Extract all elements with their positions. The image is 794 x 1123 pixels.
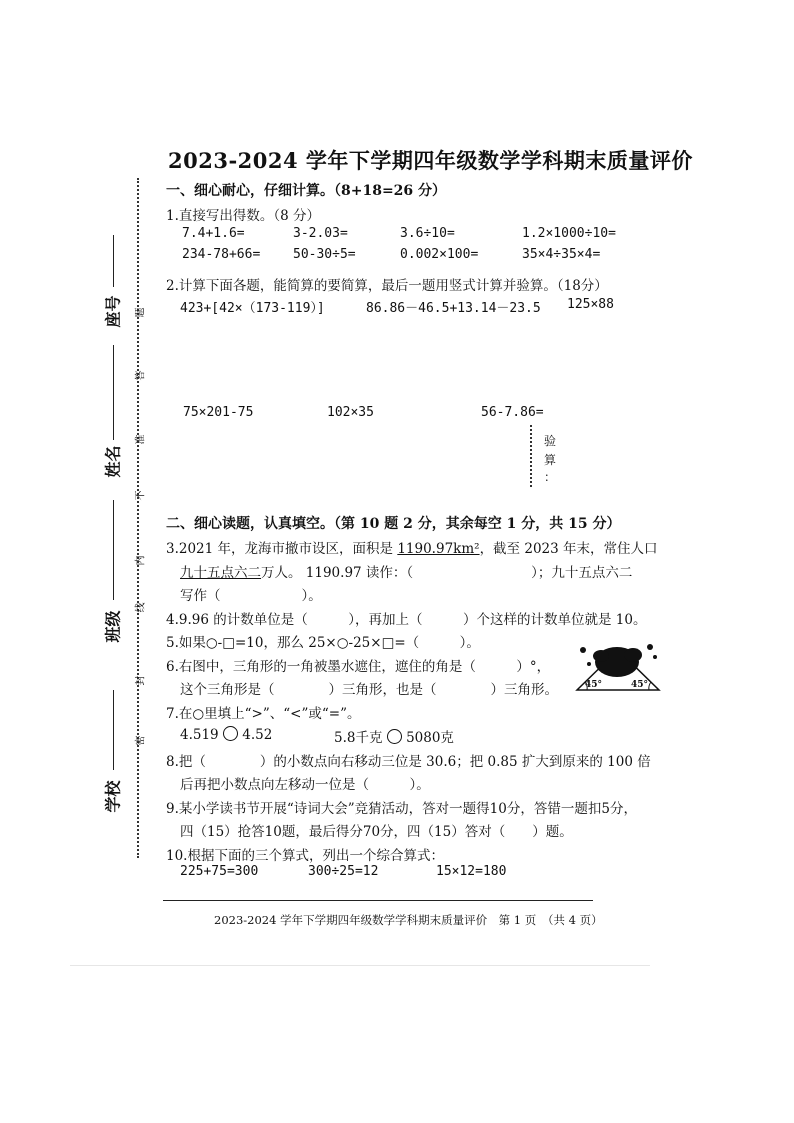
q3-text: ）；九十五点六二 (531, 565, 633, 581)
q9-line2: 四（15）抢答10题，最后得分70分，四（15）答对（ ）题。 (180, 824, 573, 840)
q1-item: 1.2×1000÷10= (522, 226, 616, 241)
q9-line1: 9.某小学读书节开展“诗词大会”竞猜活动，答对一题得10分，答错一题扣5分， (166, 801, 637, 817)
q10-label: 10.根据下面的三个算式，列出一个综合算式： (166, 848, 444, 864)
q8-line1: 8.把（ ）的小数点向右移动三位是 30.6；把 0.85 扩大到原来的 100 倍 (166, 754, 651, 770)
q7-b-right: 5080克 (406, 730, 454, 746)
q3-text: ，截至 2023 年末，常住人口 (479, 541, 658, 557)
page-title: 2023-2024 学年下学期四年级数学学科期末质量评价 (168, 148, 693, 173)
angle-left-label: 45° (585, 680, 603, 690)
check-char: 算 (544, 453, 557, 467)
q5: 5.如果○-□=10，那么 25×○-25×□=（ ）。 (166, 635, 480, 651)
side-class-label: 班级 (103, 610, 123, 643)
angle-right-label: 45° (631, 680, 649, 690)
section1-heading: 一、细心耐心，仔细计算。（8+18=26 分） (166, 183, 447, 199)
q4: 4.9.96 的计数单位是（ ），再加上（ ）个这样的计数单位就是 10。 (166, 612, 647, 628)
seal-char: 不 (135, 490, 147, 501)
side-school-line (113, 690, 114, 770)
q3-text: 万人。 1190.97 读作：（ (261, 565, 414, 581)
compare-circle[interactable] (223, 726, 238, 741)
check-char: 验 (544, 434, 557, 448)
seal-char: 线 (135, 602, 147, 613)
side-name-line (113, 345, 114, 440)
seal-char: 题 (135, 307, 147, 318)
q1-item: 50-30÷5= (293, 247, 356, 262)
q2-item: 423+[42×（173-119）] (180, 301, 325, 316)
side-seat-label: 座号 (103, 295, 123, 328)
q3-line1 (166, 537, 658, 557)
q3-population: 九十五点六二 (180, 565, 261, 581)
q7-b-left: 5.8千克 (334, 730, 383, 746)
q3-text: 3.2021 年，龙海市撤市设区，面积是 (166, 541, 398, 557)
side-name-label: 姓名 (103, 445, 123, 478)
q1-item: 0.002×100= (400, 247, 479, 262)
q8-line2: 后再把小数点向左移动一位是（ ）。 (180, 777, 430, 793)
q7-compare-a (180, 726, 272, 743)
q10-eq: 225+75=300 (180, 864, 259, 879)
side-class-line (113, 500, 114, 600)
ink-triangle-figure (575, 642, 661, 698)
footer-rule (163, 900, 593, 901)
seal-char: 封 (135, 675, 147, 686)
side-seat-line (113, 235, 114, 287)
binding-dotted-line (137, 178, 139, 858)
q1-item: 7.4+1.6= (182, 226, 245, 241)
q1-item: 3.6÷10= (400, 226, 455, 241)
q6-line1: 6.右图中，三角形的一角被墨水遮住，遮住的角是（ ）°， (166, 659, 551, 675)
q2-item: 102×35 (327, 405, 374, 420)
seal-char: 答 (135, 370, 147, 381)
q10-eq: 300÷25=12 (308, 864, 379, 879)
q1-item: 3-2.03= (293, 226, 348, 241)
q1-label: 1.直接写出得数。（8 分） (166, 208, 321, 224)
scan-edge (70, 965, 650, 966)
section2-heading: 二、细心读题，认真填空。（第 10 题 2 分，其余每空 1 分，共 15 分） (166, 516, 621, 532)
seal-char: 内 (135, 555, 147, 566)
q7-label: 7.在○里填上“>”、“<”或“=”。 (166, 706, 361, 722)
q7-compare-b (334, 726, 454, 746)
q2-item: 86.86－46.5+13.14－23.5 (366, 301, 541, 316)
q10-eq: 15×12=180 (436, 864, 507, 879)
check-char: ： (544, 470, 557, 484)
q3-area: 1190.97km² (397, 541, 480, 557)
q7-a-left: 4.519 (180, 727, 219, 743)
seal-char: 准 (135, 434, 147, 445)
q7-a-right: 4.52 (242, 727, 273, 743)
side-school-label: 学校 (103, 780, 123, 813)
q3-line2 (180, 561, 632, 581)
q1-item: 35×4÷35×4= (522, 247, 601, 262)
page-footer: 2023-2024 学年下学期四年级数学学科期末质量评价 第 1 页 （共 4 页） (214, 913, 603, 927)
q2-item: 75×201-75 (183, 405, 254, 420)
q2-item: 125×88 (567, 297, 614, 312)
q1-item: 234-78+66= (182, 247, 261, 262)
q6-line2: 这个三角形是（ ）三角形，也是（ ）三角形。 (180, 682, 558, 698)
q3-line3: 写作（ ）。 (180, 588, 322, 604)
q2-item: 56-7.86= (481, 405, 544, 420)
q2-label: 2.计算下面各题，能简算的要简算，最后一题用竖式计算并验算。（18分） (166, 278, 608, 294)
compare-circle[interactable] (387, 729, 402, 744)
check-dotted-line (530, 425, 532, 487)
seal-char: 密 (135, 735, 147, 746)
